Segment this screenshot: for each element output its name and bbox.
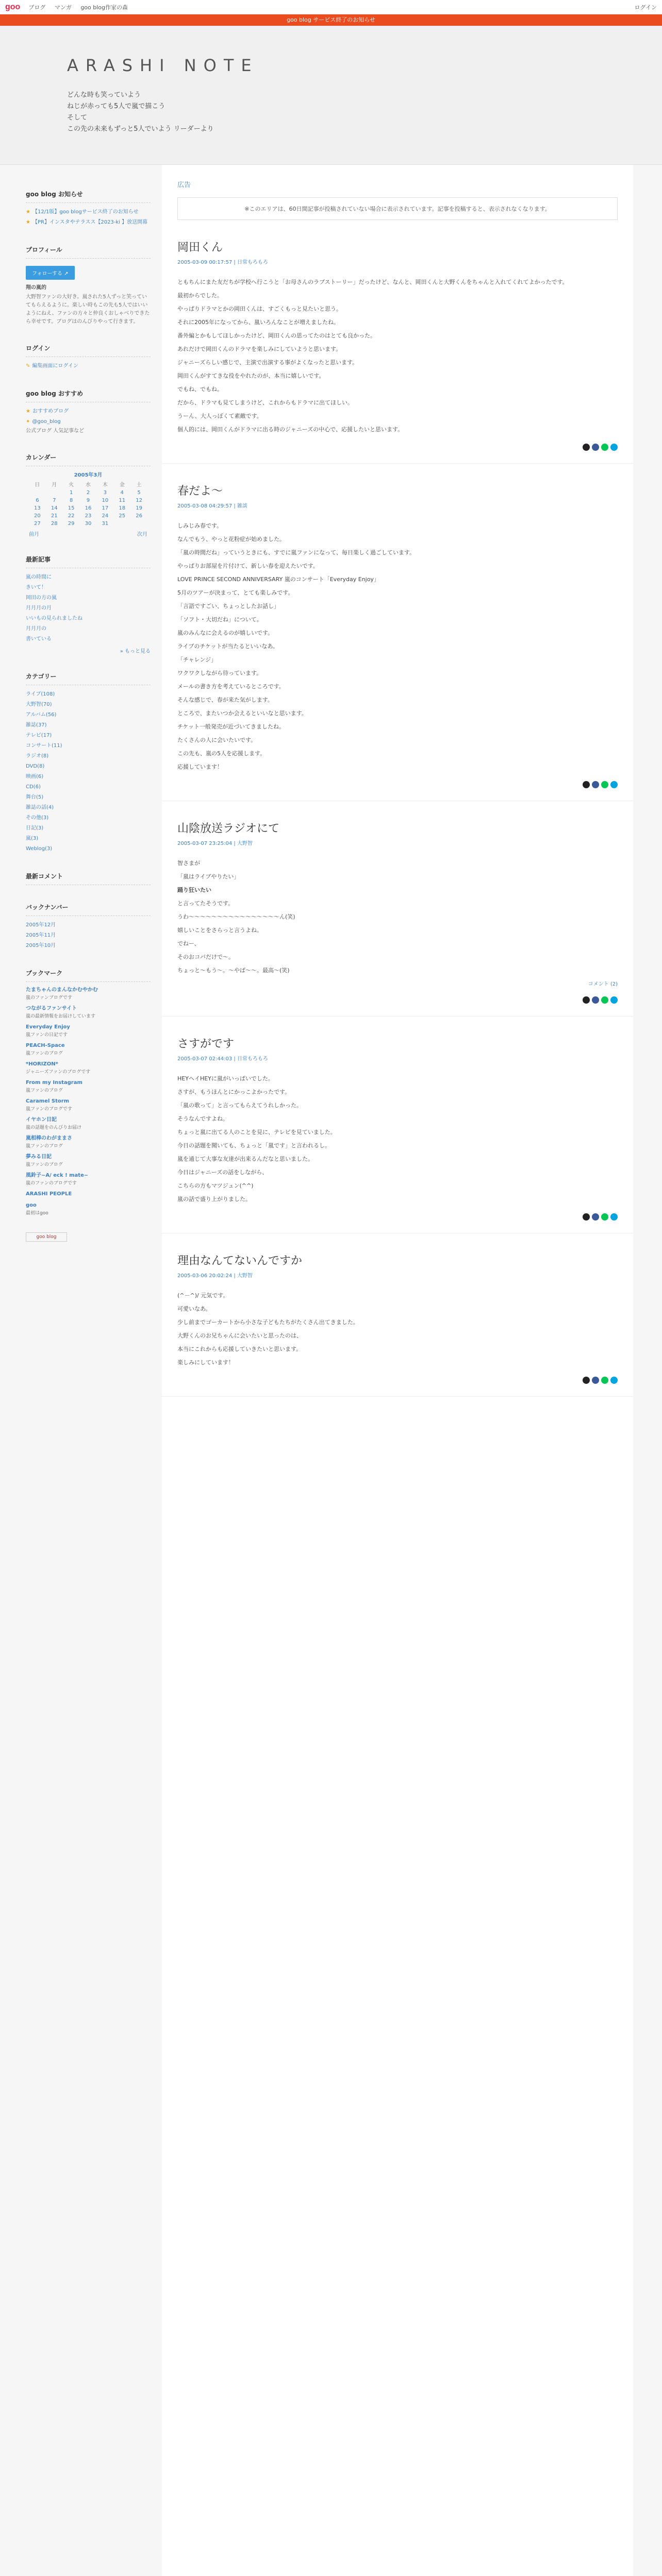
entry-paragraph: 「嵐の歌って」と言ってもらえてうれしかった。 [177,1102,302,1109]
bookmark-heading: ブックマーク [26,963,151,982]
calendar-weekday: 月 [52,482,57,488]
calendar-day[interactable]: 12 [136,498,142,503]
bookmark-list [26,986,151,1217]
backnumber-heading: バックナンバー [26,897,151,916]
entry-paragraph: 「嵐はライブやりたい」 [177,873,240,880]
entry-paragraph: HEYヘイHEYに嵐がいっぱいでした。 [177,1075,274,1082]
recent-entry-link[interactable]: 月月月の月 [26,605,52,611]
line-share-icon[interactable] [601,1377,608,1384]
calendar-day[interactable]: 7 [53,498,56,503]
bookmark-description: 嵐の話題をのんびりお届け [26,1125,82,1130]
blog-entry [162,1016,633,1233]
category-link[interactable]: ライブ(108) [26,691,55,697]
bookmark-name[interactable]: Everyday Enjoy [26,1024,70,1030]
entry-body [177,1291,618,1367]
hatena-share-icon[interactable] [610,996,618,1004]
calendar-day[interactable]: 15 [68,505,75,511]
entry-paragraph: 応援しています！ [177,764,223,770]
recent-more-link[interactable]: » もっと見る [120,649,151,654]
share-buttons [177,781,618,788]
calendar-day[interactable]: 10 [102,498,109,503]
star-icon: ★ [26,209,30,215]
entry-paragraph: 楽しみにしています！ [177,1359,234,1366]
category-link[interactable]: 大野智(70) [26,702,52,707]
calendar-day[interactable]: 18 [119,505,126,511]
top-nav-writers[interactable]: goo blog作家の森 [80,4,128,11]
calendar-weekday: 土 [136,482,142,488]
calendar-day[interactable]: 6 [36,498,39,503]
recent-heading: 最新記事 [26,550,151,568]
bookmark-item [26,986,151,1002]
main-content [162,165,633,2576]
category-link[interactable]: 雑誌の話(4) [26,805,54,810]
hatena-share-icon[interactable] [610,1213,618,1221]
bookmark-description: 嵐ファンの日記です [26,1032,68,1038]
entry-paragraph: 岡田くんがすてきな役をやれたのが、本当に嬉しいです。 [177,372,325,379]
entry-paragraph: 嵐の話で盛り上がりました。 [177,1196,251,1202]
calendar-day[interactable]: 25 [119,513,126,519]
entry-title[interactable]: 春だよ～ [177,485,223,498]
entry-paragraph: LOVE PRINCE SECOND ANNIVERSARY 嵐のコンサート「Everyday Enjoy」 [177,576,379,583]
recommend-note: 公式ブログ 人気記事など [26,428,85,434]
top-nav-manga[interactable]: マンガ [54,4,72,11]
backnumber-link[interactable]: 2005年10月 [26,943,56,948]
recent-entry-link[interactable]: 嵐の時間に [26,574,52,580]
entry-paragraph: そうなんですよね。 [177,1115,228,1122]
entry-paragraph: 智さまが [177,860,200,867]
recent-entry-link[interactable]: 岡田の方の嵐 [26,595,57,601]
calendar-day[interactable]: 21 [51,513,58,519]
recent-entry-link[interactable]: 月月月の [26,626,46,632]
ad-heading: 広告 [177,181,191,189]
entry-paragraph: 今日はジャニーズの話をしながら、 [177,1169,268,1176]
bookmark-name[interactable]: Caramel Storm [26,1098,70,1104]
bookmark-name[interactable]: 嵐相棒のわがままさ [26,1136,72,1141]
bookmark-name[interactable]: イヤホン日記 [26,1117,57,1123]
entry-paragraph: そのおコバだけで～。 [177,954,234,960]
category-list [26,689,151,854]
entry-paragraph: 最初からでした。 [177,292,223,299]
facebook-share-icon[interactable] [592,1377,599,1384]
bookmark-item [26,1042,151,1057]
info-item[interactable] [26,207,151,217]
bookmark-description: 嵐のファンブログです [26,995,72,1001]
calendar-month: 2005年3月 [74,472,103,478]
bookmark-name[interactable]: 風鈴子~A/ eck ! mate~ [26,1173,89,1178]
x-share-icon[interactable] [583,996,590,1004]
bookmark-item [26,1079,151,1094]
line-share-icon[interactable] [601,996,608,1004]
entry-paragraph: やっぱりドラマとかの岡田くんは、すごくもっと見たいと思う。 [177,306,342,312]
entry-paragraph: やっぱりお部屋を片付けて、新しい春を迎えたいです。 [177,563,319,569]
ad-notice [162,165,633,220]
entry-paragraph: 5月のツアーが決まって、とても楽しみです。 [177,589,294,596]
calendar-day[interactable]: 31 [102,521,109,527]
entry-paragraph: ちょっと嵐に出てる人のことを見に、テレビを見ていました。 [177,1129,336,1136]
calendar-day[interactable]: 1 [69,490,73,496]
bookmark-item [26,1097,151,1113]
entry-paragraph: チケット一般発売が近づいてきましたね。 [177,723,285,730]
category-link[interactable]: Weblog(3) [26,846,53,852]
info-heading: goo blog お知らせ [26,184,151,203]
bookmark-name[interactable]: *HORIZON* [26,1061,58,1067]
info-item[interactable] [26,217,151,228]
calendar-day[interactable]: 22 [68,513,75,519]
calendar-weekday: 日 [35,482,40,488]
pencil-icon: ✎ [26,363,30,369]
recent-entry-link[interactable]: きいて！ [26,585,46,590]
entry-title[interactable]: 理由なんてないんですか [177,1255,303,1267]
entry-paragraph: 個人的には、岡田くんがドラマに出る時のジャニーズの中心で、応援したいと思います。 [177,426,404,433]
entry-paragraph: ところで、またいつか会えるといいなと思います。 [177,710,307,717]
bookmark-name[interactable]: PEACH-Space [26,1043,65,1048]
calendar-weekday: 水 [85,482,91,488]
calendar-day[interactable]: 26 [136,513,142,519]
entry-paragraph: 本当にこれからも応援していきたいと思います。 [177,1346,302,1352]
backnumber-link[interactable]: 2005年11月 [26,933,56,938]
login-heading: ログイン [26,338,151,357]
share-buttons [177,444,618,451]
category-link[interactable]: 映画(6) [26,774,44,779]
entry-paragraph: こちらの方もマツジュン(^^) [177,1182,254,1189]
entry-paragraph: 可愛いなあ。 [177,1306,211,1312]
calendar-day[interactable]: 9 [86,498,90,503]
tagline-line: ねじが赤っても5人で嵐で描こう [67,103,166,110]
profile-heading: プロフィール [26,240,151,259]
calendar-day[interactable]: 8 [69,498,73,503]
entry-paragraph: 「チャレンジ」 [177,656,217,663]
entry-paragraph: さすが、もうほんとにかっこよかったです。 [177,1089,291,1095]
star-icon: ★ [26,219,30,225]
entry-paragraph: メールの書き方を考えているところです。 [177,683,285,690]
bookmark-description: 嵐ファンのブログ [26,1088,63,1093]
bookmark-description: 嵐ファンのブログ [26,1144,63,1149]
recommend-item-text[interactable]: おすすめブログ [32,409,69,414]
profile-description: 大野智ファンの大好き。嵐された5人ずっと笑っていてもらえるように。楽しい時もこの先も5人ではいいようにねえ、ファンの方々と仲良くおしゃべりできたら幸せです。ブログはのんびりやって行きます。 [26,294,150,325]
calendar-day[interactable]: 5 [137,490,141,496]
tagline-line: そして [67,114,88,122]
ad-notice-text: ※このエリアは、60日間記事が投稿されていない場合に表示されています。記事を投稿すると、表示されなくなります。 [244,206,551,212]
calendar-day[interactable]: 3 [103,490,107,496]
entry-paragraph: ワクワクしながら待っています。 [177,670,262,676]
calendar-weekday: 火 [69,482,74,488]
star-icon: ★ [26,409,30,414]
x-share-icon[interactable] [583,444,590,451]
entry-paragraph: 「嵐の時間だね」っていうときにも、すでに嵐ファンになって、毎日楽しく過ごしています。 [177,549,416,556]
bookmark-item [26,1134,151,1150]
category-link[interactable]: 雑誌(37) [26,722,47,728]
calendar-day[interactable]: 4 [120,490,124,496]
bookmark-description: 嵐ファンのブログ [26,1162,63,1167]
facebook-share-icon[interactable] [592,781,599,788]
entry-paragraph: 嬉しいことをさらっと言うよね。 [177,927,262,934]
recent-entry-link[interactable]: 書いている [26,636,52,642]
facebook-share-icon[interactable] [592,996,599,1004]
bookmark-item [26,1172,151,1187]
recommend-item[interactable] [26,406,151,417]
entry-paragraph: 嵐のみんなに会えるのが嬉しいです。 [177,630,274,636]
entry-paragraph: うわ～～～～～～～～～～～～～～～～ん(笑) [177,913,295,920]
entry-paragraph: 少し前までゴーカートから小さな子どもたちがたくさん出てきました。 [177,1319,359,1326]
bookmark-item [26,1201,151,1217]
calendar-day[interactable]: 14 [51,505,58,511]
hatena-share-icon[interactable] [610,1377,618,1384]
backnumber-list [26,920,151,951]
calendar-day[interactable]: 30 [85,521,92,527]
entry-paragraph: しみじみ春です。 [177,522,223,529]
bookmark-item [26,1153,151,1168]
entry-meta[interactable]: 2005-03-09 00:17:57 | 日常もろもろ [177,260,268,265]
goo-logo[interactable]: goo [5,2,21,11]
calendar-weekday: 木 [102,482,108,488]
bookmark-description: 嵐ファンのブログです [26,1107,72,1112]
entry-meta[interactable]: 2005-03-08 04:29:57 | 雑談 [177,503,247,509]
blog-entry [162,801,633,1016]
calendar [29,470,147,537]
blog-entry [162,220,633,464]
goo-blog-badge[interactable]: goo blog [26,1232,67,1242]
calendar-day[interactable]: 24 [102,513,109,519]
entry-paragraph: ちょっと～もう～。～やば～～。最高～(笑) [177,967,290,974]
category-heading: カテゴリー [26,667,151,685]
bookmark-item [26,1116,151,1131]
blog-header [0,26,662,165]
facebook-share-icon[interactable] [592,444,599,451]
recommend-heading: goo blog おすすめ [26,384,151,402]
entry-title[interactable]: 岡田くん [177,241,223,254]
entry-paragraph: ライブのチケットが当たるといいなあ。 [177,643,278,650]
entry-paragraph: この先も、嵐の5人を応援します。 [177,750,266,757]
line-share-icon[interactable] [601,444,608,451]
calendar-day[interactable]: 27 [34,521,41,527]
top-bar [0,0,662,14]
sidebar [15,165,160,2576]
blog-entry [162,464,633,801]
calendar-grid [29,480,147,527]
entry-meta[interactable]: 2005-03-07 02:44:03 | 日常もろもろ [177,1056,268,1062]
calendar-day[interactable]: 16 [85,505,92,511]
edit-login-text[interactable]: 編集画面にログイン [32,363,78,369]
entry-title[interactable]: さすがです [177,1038,235,1050]
tagline-line: どんな時も笑っていよう [67,91,141,99]
category-link[interactable]: CD(6) [26,784,41,790]
hatena-share-icon[interactable] [610,781,618,788]
category-link[interactable]: その他(3) [26,815,49,821]
bookmark-name[interactable]: goo [26,1202,37,1208]
entry-paragraph: 「言語ですごい、ちょっとしたお話し」 [177,603,279,609]
x-share-icon[interactable] [583,1377,590,1384]
service-end-banner[interactable] [0,14,662,26]
bookmark-name[interactable]: つながるファンサイト [26,1006,77,1011]
entry-title[interactable]: 山陰放送ラジオにて [177,822,280,835]
entry-paragraph: ともちんにまた友だちが学校へ行こうと「お母さんのラブストーリー」だったけど、なんと、岡田くんと大野くんをちゃんと入れてくれてよかったです。 [177,279,568,285]
calendar-day[interactable]: 2 [86,490,90,496]
entry-paragraph: 大野くんのお兄ちゃんに会いたいと思ったのは、 [177,1332,302,1339]
facebook-share-icon[interactable] [592,1213,599,1221]
bookmark-item [26,1023,151,1039]
entry-paragraph: うーん、大人っぽくて素敵です。 [177,413,262,419]
line-share-icon[interactable] [601,1213,608,1221]
service-end-text[interactable]: goo blog サービス終了のお知らせ [287,16,375,23]
calendar-prev[interactable]: 前月 [29,532,39,537]
calendar-day [130,521,147,527]
entry-paragraph: そんな感じで、春が来た気がします。 [177,697,273,703]
share-buttons [177,1213,618,1221]
calendar-day [46,490,63,496]
blog-entry [162,1233,633,1397]
comment-link[interactable]: コメント (2) [588,981,618,987]
line-share-icon[interactable] [601,781,608,788]
entry-body [177,278,618,434]
bookmark-description: ジャニーズファンのブログです [26,1070,91,1075]
recent-list [26,572,151,645]
bookmark-item [26,1005,151,1020]
entry-paragraph: 踊り狂いたい [177,887,211,893]
calendar-heading: カレンダー [26,448,151,466]
calendar-day[interactable]: 28 [51,521,58,527]
login-link[interactable]: ログイン [634,4,657,11]
bookmark-description: 最初はgoo [26,1211,48,1216]
entry-meta[interactable]: 2005-03-07 23:25:04 | 大野智 [177,841,253,846]
calendar-day [29,490,46,496]
recommend-item-text[interactable]: @goo_blog [32,419,61,425]
blog-title[interactable]: ARASHI NOTE [67,56,259,75]
entry-body [177,521,618,772]
calendar-weekday: 金 [119,482,125,488]
calendar-day[interactable]: 11 [119,498,126,503]
x-share-icon[interactable] [583,781,590,788]
profile-name: 翔の嵐的 [26,285,46,291]
calendar-day[interactable]: 17 [102,505,109,511]
entry-body [177,1074,618,1204]
calendar-day[interactable]: 29 [68,521,75,527]
tagline-line: この先の未来もずっと5人でいよう リーダーより [67,125,214,133]
backnumber-link[interactable]: 2005年12月 [26,922,56,928]
bookmark-description: 嵐の最新情報をお届けしています [26,1014,96,1019]
bookmark-name[interactable]: ARASHI PEOPLE [26,1191,72,1197]
category-link[interactable]: 嵐(3) [26,836,39,841]
entry-body [177,859,618,975]
calendar-day[interactable]: 13 [34,505,41,511]
entry-paragraph: でねー、 [177,940,200,947]
x-share-icon[interactable] [583,1213,590,1221]
entry-paragraph: あれだけで岡田くんのドラマを楽しみにしていようと思います。 [177,346,342,352]
entry-paragraph: 「ソフト・大切だね」について。 [177,616,262,623]
recent-entry-link[interactable]: いいもの見られましたね [26,616,82,621]
info-item-text[interactable]: 【PR】インスタやテラスス【2023-ki 】放送開幕 [32,219,148,225]
follow-button[interactable]: フォローする ↗ [26,266,75,280]
entry-paragraph: と言ってたそうです。 [177,900,234,907]
top-nav-blog[interactable]: ブログ [28,4,46,11]
entry-paragraph: 番外編とかもしてほしかったけど、岡田くんの思ってたのはとても良かった。 [177,332,376,339]
calendar-next[interactable]: 次月 [137,532,147,537]
category-link[interactable]: 舞台(5) [26,794,44,800]
calendar-day[interactable]: 23 [85,513,92,519]
bookmark-name[interactable]: 夢みる日記 [26,1154,52,1160]
entry-paragraph: 嵐を通じて大事な友達が出来るんだなと思いました。 [177,1156,313,1162]
entry-paragraph: だから、ドラマも見てしまうけど、これからもドラマに出てほしい。 [177,399,353,406]
recent-comments-heading: 最新コメント [26,867,151,885]
top-nav [28,3,135,11]
category-link[interactable]: コンサート(11) [26,743,62,749]
category-link[interactable]: テレビ(17) [26,733,52,738]
category-link[interactable]: 日記(3) [26,825,44,831]
entry-meta[interactable]: 2005-03-06 20:02:24 | 大野智 [177,1273,253,1279]
calendar-day [113,521,130,527]
bookmark-item [26,1060,151,1076]
share-buttons [177,996,618,1004]
category-link[interactable]: ラジオ(8) [26,753,49,759]
bookmark-item [26,1190,151,1198]
category-link[interactable]: DVD(8) [26,764,45,769]
bookmark-description: 嵐ファンのブログ [26,1051,63,1056]
info-item-text[interactable]: 【12/1版】goo blogサービス終了のお知らせ [32,209,139,215]
entry-paragraph: (^－^)/ 元気です。 [177,1292,229,1299]
bookmark-name[interactable]: From my Instagram [26,1080,82,1086]
calendar-day[interactable]: 19 [136,505,142,511]
recommend-item[interactable] [26,417,151,427]
entries [162,220,633,1397]
hatena-share-icon[interactable] [610,444,618,451]
entry-paragraph: でもね、でもね。 [177,386,223,393]
entry-paragraph: ジャニーズらしい感じで、主演で出演する事がよくなったと思います。 [177,359,358,366]
bird-icon: ✦ [26,419,30,425]
bookmark-description: 嵐のファンのブログです [26,1181,77,1186]
bookmark-name[interactable]: たまちゃんのまんなかむやかむ [26,987,98,993]
category-link[interactable]: アルバム(56) [26,712,57,718]
entry-paragraph: 今日の話題を聞いても、ちょっと「嵐です」と言われるし。 [177,1142,330,1149]
calendar-day[interactable]: 20 [34,513,41,519]
edit-login-link[interactable] [26,361,151,371]
entry-paragraph: それに2005年になってから、嵐いろんなことが増えましたね。 [177,319,339,326]
ad-notice-box [177,197,618,220]
share-buttons [177,1377,618,1384]
entry-paragraph: たくさんの人に会いたいです。 [177,737,257,743]
entry-paragraph: なんでもう、やっと花粉症が始めました。 [177,536,285,543]
